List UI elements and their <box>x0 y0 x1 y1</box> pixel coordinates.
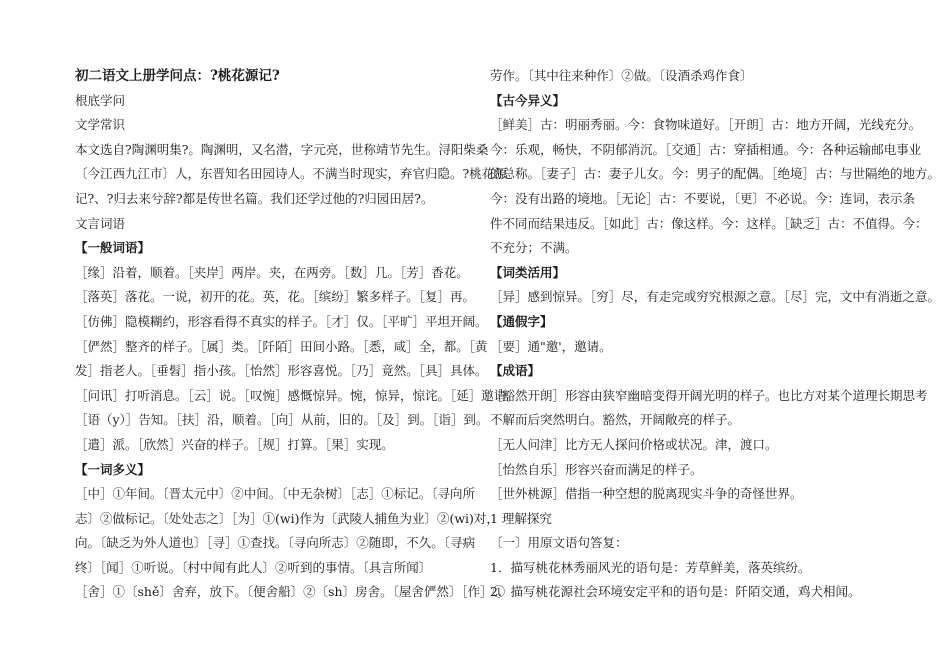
text-line: 2．描写桃花源社会环境安定平和的语句是：阡陌交通，鸡犬相闻。 <box>490 584 861 600</box>
text-line: ［落英］落花。一说，初开的花。英，花。［缤纷］繁多样子。［复］再。 <box>75 289 476 305</box>
text-line: ［异］感到惊异。［穷］尽，有走完或穷究根源之意。［尽］完，文中有消逝之意。 <box>490 289 941 305</box>
text-line: 不充分；不满。 <box>490 240 578 256</box>
text-line: ［中］①年间。〔晋太元中〕②中间。〔中无杂树〕［志］①标记。〔寻向所 <box>75 486 476 502</box>
section-heading: 【古今异义】 <box>490 92 566 108</box>
text-line: ［俨然］整齐的样子。［属］类。［阡陌］田间小路。［悉，咸］全，都。［黄 <box>75 338 488 354</box>
section-label: 文言词语 <box>75 215 126 231</box>
text-line: 今：乐观，畅快，不阴郁消沉。［交通］古：穿插相通。今：各种运输邮电事业 <box>490 141 922 157</box>
right-column <box>490 64 941 605</box>
text-line: ［语（y）］告知。［扶］沿，顺着。［向］从前，旧的。［及］到。［诣］到。 <box>75 412 489 428</box>
text-line: ［怡然自乐］形容兴奋而满足的样子。 <box>490 461 703 477</box>
section-label: 1 理解探究 <box>490 510 552 526</box>
text-line: 〔一〕用原文语句答复： <box>490 535 628 551</box>
section-label: 根底学问 <box>75 92 126 108</box>
text-line: ［缘］沿着，顺着。［夹岸］两岸。夹，在两旁。［数］几。［芳］香花。 <box>75 264 469 280</box>
text-line: 本文选自?陶渊明集?。陶渊明，又名潜，字元亮，世称靖节先生。浔阳柴桑 <box>75 141 489 157</box>
text-line: ［世外桃源］借指一种空想的脱离现实斗争的奇怪世界。 <box>490 486 803 502</box>
text-line: 记?、?归去来兮辞?都是传世名篇。我们还学过他的?归园田居?。 <box>75 190 434 206</box>
text-line: 1．描写桃花林秀丽风光的语句是：芳草鲜美，落英缤纷。 <box>490 559 811 575</box>
text-line: ［问讯］打听消息。［云］说。［叹惋］感慨惊异。惋，惊异，惊诧。［延］邀请。 <box>75 387 519 403</box>
document-title: 初二语文上册学问点：?桃花源记? <box>75 68 280 84</box>
text-line: ［鲜美］古：明丽秀丽。今：食物味道好。［开朗］古：地方开阔，光线充分。 <box>490 117 922 133</box>
text-line: 劳作。〔其中往来种作〕②做。〔设酒杀鸡作食〕 <box>490 68 753 83</box>
text-line: ［豁然开朗］形容由狭窄幽暗变得开阔光明的样子。也比方对某个道理长期思考 <box>490 387 928 403</box>
text-line: ［无人问津］比方无人探问价格或状况。津，渡口。 <box>490 436 778 452</box>
text-line: ［遣］派。［欣然］兴奋的样子。［规］打算。［果］实现。 <box>75 436 394 452</box>
text-line: 今：没有出路的境地。［无论］古：不要说，〔更〕不必说。今：连词，表示条 <box>490 190 916 206</box>
text-line: 向。〔缺乏为外人道也〕［寻］①查找。〔寻向所志〕②随即，不久。〔寻病 <box>75 535 476 551</box>
text-line: 件不同而结果违反。［如此］古：像这样。今：这样。［缺乏］古：不值得。今： <box>490 215 928 231</box>
section-heading: 【成语】 <box>490 363 541 379</box>
section-heading: 【一般词语】 <box>75 240 151 256</box>
text-line: 终〕［闻］①听说。〔村中闻有此人〕②听到的事情。〔具言所闻〕 <box>75 559 432 575</box>
text-line: ［仿佛］隐模糊约，形容看得不真实的样子。［才］仅。［平旷］平坦开阔。 <box>75 313 488 329</box>
text-line: 〔今江西九江市〕人，东晋知名田园诗人。不满当时现实，弃官归隐。?桃花源 <box>75 166 507 182</box>
section-label: 文学常识 <box>75 117 126 133</box>
text-line: ［要］通"邀'，邀请。 <box>490 338 612 354</box>
text-line: 不解而后突然明白。豁然，开阔敞亮的样子。 <box>490 412 741 428</box>
text-line: 发］指老人。［垂髫］指小孩。［怡然］形容喜悦。［乃］竟然。［具］具体。 <box>75 363 488 379</box>
text-line: ［舍］①〔shě〕舍弃，放下。〔便舍船〕②〔sh〕房舍。〔屋舍俨然〕［作］① <box>75 584 506 600</box>
section-heading: 【词类活用】 <box>490 264 566 280</box>
section-heading: 【一词多义】 <box>75 461 151 477</box>
text-line: 的总称。［妻子］古：妻子儿女。今：男子的配偶。［绝境］古：与世隔绝的地方。 <box>490 166 941 182</box>
section-heading: 【通假字】 <box>490 313 553 329</box>
text-line: 志〕②做标记。〔处处志之〕［为］①(wi)作为〔武陵人捕鱼为业〕②(wi)对， <box>75 510 499 526</box>
